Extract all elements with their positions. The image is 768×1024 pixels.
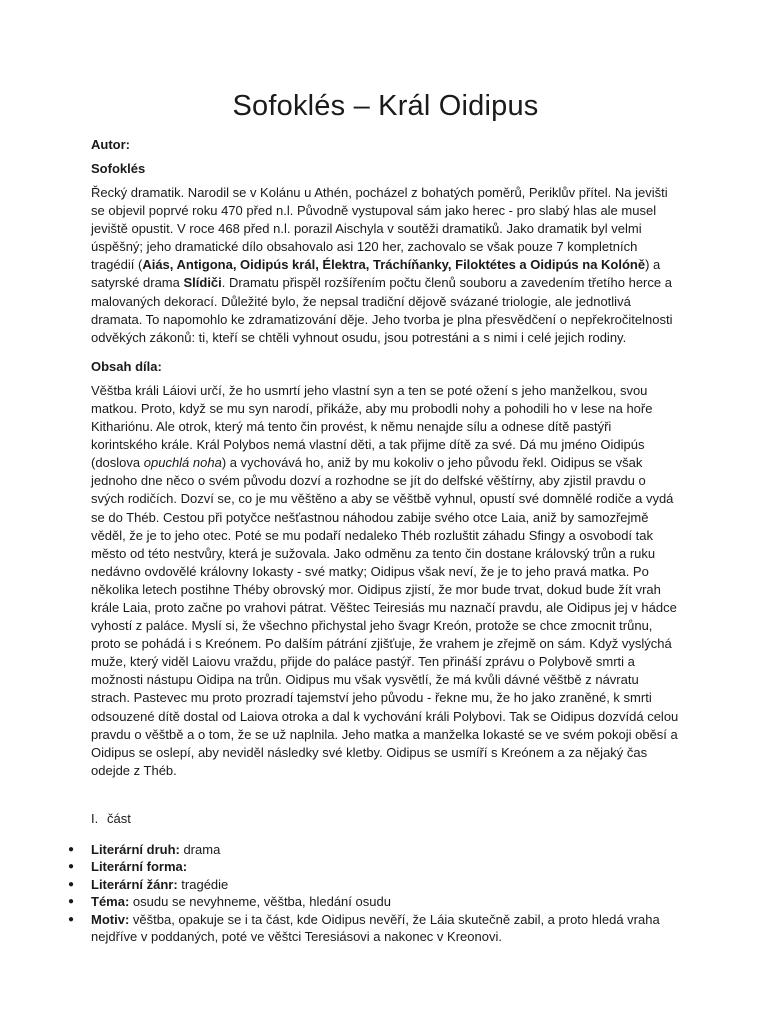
bullet-icon: ● xyxy=(68,843,75,855)
list-item-label: Motiv: xyxy=(91,911,130,927)
content-summary-part-2: ) a vychovává ho, aniž by mu kokoliv o jeho původu řekl. Oidipus se však jednoho dne něco o svém původu dozví a rozhodne se jít do delfské věštírny, aby zjistil pravdu o svých rodičích. Dozví se, co je mu věštěno a aby se věštbě vyhnul, opustí své domnělé rodiče a vydá se do Théb. Cestou při potyčce nešťastnou náhodou zabije svého otce Laia, aniž by samozřejmě věděl, že je to jeho otec. Poté se mu podaří nedaleko Théb rozluštit záhadu Sfingy a osvobodí tak město od této nestvůry, která je sužovala. Jako odměnu za tento čin dostane královský trůn a ruku nedávno ovdovělé královny Iokasty - své matky; Oidipus však neví, že je to jeho pravá matka. Po několika letech postihne Théby obrovský mor. Oidipus zjistí, že mor bude trvat, dokud bude žít vrah krále Laia, proto začne po vrahovi pátrat. Věštec Teiresiás mu naznačí pravdu, ale Oidipus jej v hádce vyhostí z paláce. Myslí si, že všechno přichystal jeho švagr Kreón, protože se chce zmocnit trůnu, proto se pohádá i s Kreónem. Po dalším pátrání zjišťuje, že vrahem je zřejmě on sám. Když vyslýchá muže, který viděl Laiovu vraždu, přijde do paláce pastýř. Ten přináší zprávu o Polybově smrti a možnosti nástupu Oidipa na trůn. Oidipus mu však vysvětlí, že má kvůli dávné věštbě z návratu strach. Pastevec mu proto prozradí tajemství jeho původu - řekne mu, že ho jako zraněné, k smrti odsouzené dítě dostal od Laiova otroka a dal k vychování králi Polybovi. Tak se Oidipus dozvídá celou pravdu o věštbě a o tom, že se už naplnila. Jeho matka a manželka Iokasté se ve svém pokoji oběsí a Oidipus se oslepí, aby neviděl následky své kletby. Oidipus se usmíří s Kreónem a za nějaký čas odejde z Théb. xyxy=(91,455,679,778)
content-summary-part-1: Věštba králi Láiovi určí, že ho usmrtí jeho vlastní syn a ten se poté ožení s jeho manželkou, svou matkou. Proto, když se mu syn narodí, přikáže, aby mu probodli nohy a pohodili ho v lese na hoře Kithariónu. Ale otrok, který má tento čin provést, k němu nenajde sílu a odnese dítě pastýři korintského krále. Král Polybos nemá vlastní děti, a tak přijme dítě za své. Dá mu jméno Oidipús (doslova xyxy=(91,382,653,471)
bullet-icon: ● xyxy=(68,913,75,925)
content-summary xyxy=(91,382,680,780)
section-number: I. xyxy=(91,810,99,826)
author-name: Sofoklés xyxy=(91,161,146,176)
analysis-list xyxy=(68,841,680,946)
author-bio-works: Aiás, Antigona, Oidipús král, Élektra, Tráchíňanky, Filoktétes a Oidipús na Kolóně xyxy=(142,257,646,273)
author-bio-part-2: ) a satyrské drama xyxy=(91,257,661,291)
list-item-value: drama xyxy=(179,841,221,857)
bullet-icon: ● xyxy=(68,896,75,908)
list-item-label: Literární druh: xyxy=(91,841,180,857)
list-item-value: věštba, opakuje se i ta část, kde Oidipus nevěří, že Láia skutečně zabil, a proto hledá vraha nejdříve v poddaných, poté ve věštci Teresiásovi a nakonec v Kreonovi. xyxy=(91,911,660,945)
content-heading: Obsah díla: xyxy=(91,358,162,374)
list-item-label: Literární forma: xyxy=(91,859,188,875)
list-item-label: Téma: xyxy=(91,894,130,910)
list-item-druh xyxy=(68,841,680,859)
author-heading: Autor: xyxy=(91,137,130,152)
list-item-forma xyxy=(68,858,680,876)
section-title: část xyxy=(107,810,131,826)
list-item-label: Literární žánr: xyxy=(91,876,178,892)
list-item-value: osudu se nevyhneme, věštba, hledání osudu xyxy=(129,894,391,910)
bullet-icon: ● xyxy=(68,861,75,873)
author-bio-satyr-drama: Slídiči xyxy=(183,275,222,291)
list-item-value: tragédie xyxy=(177,876,229,892)
list-item-motiv xyxy=(68,911,680,946)
list-item-zanr xyxy=(68,876,680,894)
author-bio-part-3: . Dramatu přispěl rozšířením počtu členů souboru a zavedením třetího herce a malovaných dekorací. Důležité bylo, že nepsal tradiční dějově svázané triologie, ale jednotlivá dramata. To napomohlo ke zdramatizování děje. Jeho tvorba je plna přesvědčení o nepřekročitelnosti odvěkých zákonů: ti, kteří se chtěli vyhnout osudu, jsou potrestáni a s nimi i celé jejich rodiny. xyxy=(91,275,673,345)
content-summary-italic: opuchlá noha xyxy=(143,455,222,471)
author-bio xyxy=(91,184,680,347)
document-title: Sofoklés – Král Oidipus xyxy=(232,90,539,122)
section-heading xyxy=(91,810,680,828)
list-item-tema xyxy=(68,893,680,911)
author-bio-part-1: Řecký dramatik. Narodil se v Kolánu u Athén, pocházel z bohatých poměrů, Periklův přítel. Na jevišti se objevil poprvé roku 470 před n.l. Původně vystupoval sám jako herec - pro slabý hlas ale musel jeviště opustit. V roce 468 před n.l. porazil Aischyla v soutěži dramatiků. Jako dramatik byl velmi úspěšný; jeho dramatické dílo obsahovalo asi 120 her, zachovalo se však pouze 7 kompletních tragédií ( xyxy=(91,185,668,273)
bullet-icon: ● xyxy=(68,878,75,890)
